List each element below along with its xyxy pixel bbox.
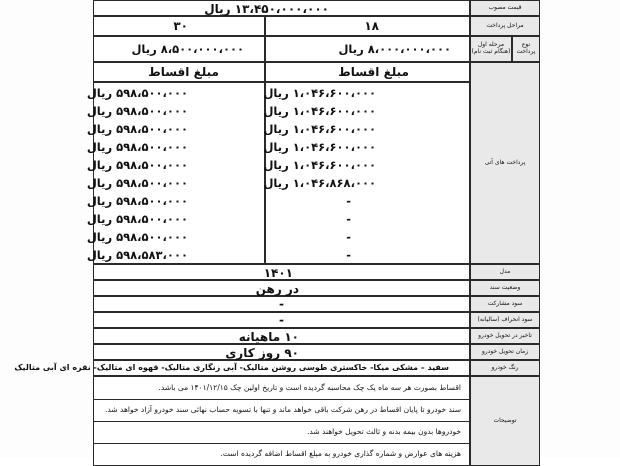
installment-18-1: ۱،۰۴۶،۶۰۰،۰۰۰ ریال <box>263 86 376 100</box>
stages-30-cell <box>93 16 265 36</box>
installment-30-7: ۵۹۸،۵۰۰،۰۰۰ ریال <box>86 194 188 208</box>
model-year-label: مدل <box>470 264 540 280</box>
notes-cell <box>93 376 470 466</box>
note-divider <box>94 399 469 400</box>
installment-18-5: ۱،۰۴۶،۶۰۰،۰۰۰ ریال <box>263 158 376 172</box>
annual-deviation-profit-cell <box>93 312 470 328</box>
deposit-18-value: ۸،۰۰۰،۰۰۰،۰۰۰ ریال <box>338 42 451 56</box>
approved-price-label: قیمت مصوب <box>470 0 540 16</box>
installment-30-1: ۵۹۸،۵۰۰،۰۰۰ ریال <box>86 86 188 100</box>
stages-18-cell <box>265 16 470 36</box>
car-color-value: سفید – مشکی میکا- خاکستری طوسی روشن متالیک- آبی زنگاری متالیک- قهوه ای متالیک- نقره ای آبی متالیک <box>14 363 449 372</box>
installment-30-6: ۵۹۸،۵۰۰،۰۰۰ ریال <box>86 176 188 190</box>
payment-type-label: نوع پرداخت <box>512 36 540 62</box>
installment-30-3: ۵۹۸،۵۰۰،۰۰۰ ریال <box>86 122 188 136</box>
document-status-cell <box>93 280 470 296</box>
installment-18-8: - <box>346 212 351 226</box>
delivery-delay-label: تاخیر در تحویل خودرو <box>470 328 540 344</box>
stages-30-value: ۳۰ <box>173 19 188 33</box>
notes-label: توضیحات <box>470 376 540 466</box>
participation-profit-cell <box>93 296 470 312</box>
car-color-cell <box>14 360 470 376</box>
delivery-time-cell <box>93 344 470 360</box>
participation-profit-value: - <box>279 297 284 311</box>
deposit-30-cell <box>93 36 265 62</box>
installment-18-7: - <box>346 194 351 208</box>
installment-30-5: ۵۹۸،۵۰۰،۰۰۰ ریال <box>86 158 188 172</box>
annual-deviation-profit-value: - <box>279 313 284 327</box>
installment-18-3: ۱،۰۴۶،۶۰۰،۰۰۰ ریال <box>263 122 376 136</box>
participation-profit-label: سود مشارکت <box>470 296 540 312</box>
deposit-18-cell <box>265 36 470 62</box>
installment-30-2: ۵۹۸،۵۰۰،۰۰۰ ریال <box>86 104 188 118</box>
note-divider <box>94 421 469 422</box>
note-1: اقساط بصورت هر سه ماه یک چک محاسبه گردیده است و تاریخ اولین چک ۱۴۰۱/۱۲/۱۵ می باشد. <box>158 383 461 392</box>
annual-deviation-profit-label: سود انحراف (سالیانه) <box>470 312 540 328</box>
installment-18-10: - <box>346 248 351 262</box>
deposit-label: مرحله اول (هنگام ثبت نام) <box>470 36 512 62</box>
installment-30-10: ۵۹۸،۵۸۳،۰۰۰ ریال <box>86 248 188 262</box>
model-year-value: ۱۴۰۱ <box>263 266 293 280</box>
stages-18-value: ۱۸ <box>364 19 379 33</box>
installments-18-header: مبلغ اقساط <box>265 62 470 82</box>
document-status-value: در رهن <box>255 282 299 296</box>
installment-30-9: ۵۹۸،۵۰۰،۰۰۰ ریال <box>86 230 188 244</box>
installment-18-6: ۱،۰۴۶،۸۶۸،۰۰۰ ریال <box>263 176 376 190</box>
installments-30-header: مبلغ اقساط <box>93 62 265 82</box>
approved-price-cell <box>93 0 470 16</box>
note-4: هزینه های عوارض و شماره گذاری خودرو به مبلغ اقساط اضافه گردیده است. <box>220 449 461 458</box>
note-divider <box>94 443 469 444</box>
stages-label: مراحل پرداخت <box>470 16 540 36</box>
delivery-delay-value: ۱۰ ماهیانه <box>238 330 299 344</box>
installments-18-column <box>265 82 470 264</box>
document-status-label: وضعیت سند <box>470 280 540 296</box>
installment-30-8: ۵۹۸،۵۰۰،۰۰۰ ریال <box>86 212 188 226</box>
installments-30-column <box>86 82 265 264</box>
car-color-label: رنگ خودرو <box>470 360 540 376</box>
model-year-cell <box>93 264 470 280</box>
deposit-30-value: ۸،۵۰۰،۰۰۰،۰۰۰ ریال <box>131 42 244 56</box>
installment-18-4: ۱،۰۴۶،۶۰۰،۰۰۰ ریال <box>263 140 376 154</box>
delivery-delay-cell <box>93 328 470 344</box>
approved-price-value: ۱۳،۴۵۰،۰۰۰،۰۰۰ ریال <box>204 2 329 16</box>
note-2: سند خودرو تا پایان اقساط در رهن شرکت باقی خواهد ماند و تنها با تسویه حساب نهائی سند خودرو آزاد خواهد شد. <box>105 405 461 414</box>
installment-18-2: ۱،۰۴۶،۶۰۰،۰۰۰ ریال <box>263 104 376 118</box>
delivery-time-value: ۹۰ روز کاری <box>225 346 299 360</box>
installment-30-4: ۵۹۸،۵۰۰،۰۰۰ ریال <box>86 140 188 154</box>
installment-18-9: - <box>346 230 351 244</box>
note-3: خودروها بدون بیمه بدنه و ثالث تحویل خواهند شد. <box>307 427 461 436</box>
delivery-time-label: زمان تحویل خودرو <box>470 344 540 360</box>
remaining-payments-label: پرداخت های آتی <box>470 62 540 264</box>
